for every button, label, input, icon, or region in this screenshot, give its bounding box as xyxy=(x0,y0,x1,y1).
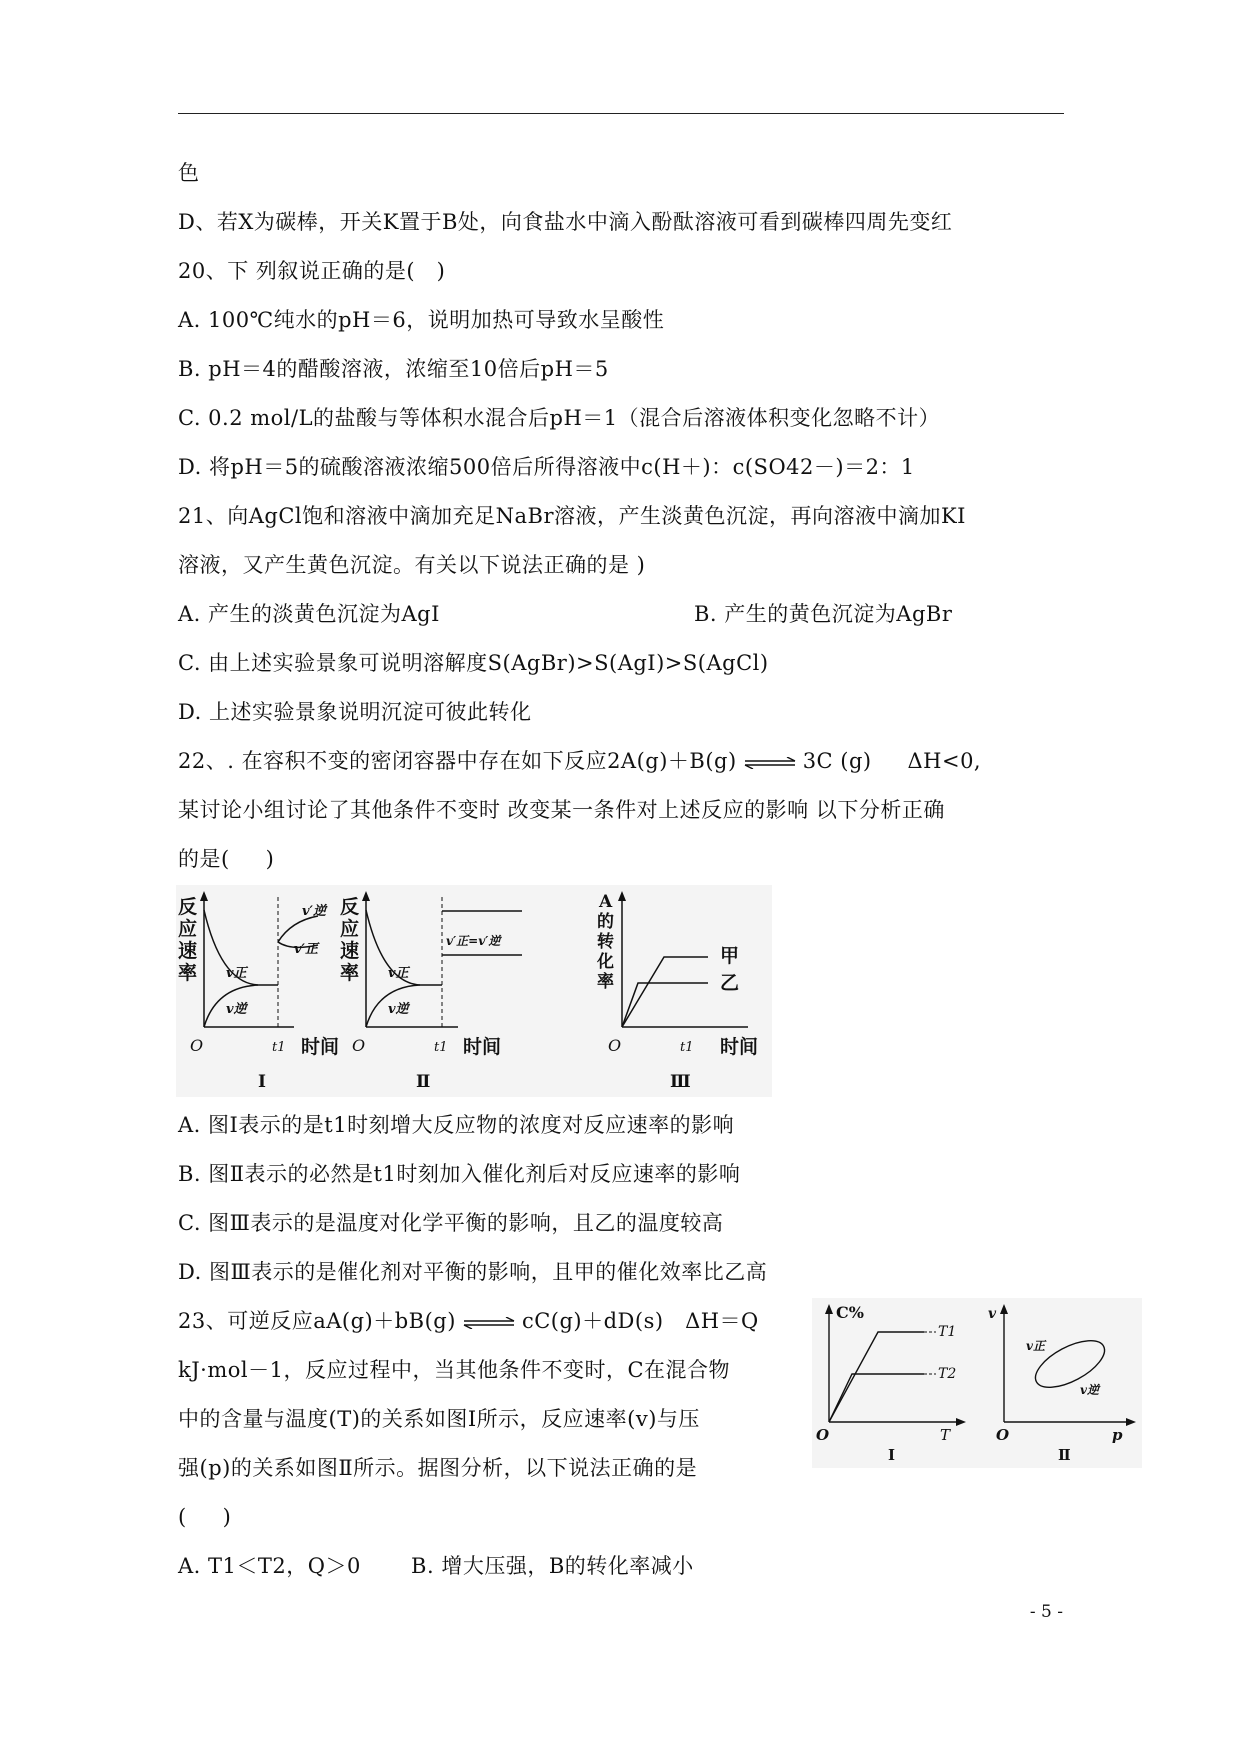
graph-i-ylabel-3: 速 xyxy=(178,940,198,962)
graph-23-ii-caption: Ⅱ xyxy=(1058,1446,1071,1464)
question-22 xyxy=(178,746,981,776)
option-a-q20: A. 100℃纯水的pH＝6，说明加热可导致水呈酸性 xyxy=(178,308,665,332)
option-d-q22: D. 图Ⅲ表示的是催化剂对平衡的影响，且甲的催化效率比乙高 xyxy=(178,1260,768,1284)
option-c-q21: C. 由上述实验景象可说明溶解度S(AgBr)>S(AgI)>S(AgCl) xyxy=(178,651,769,675)
question-23 xyxy=(178,1306,759,1336)
graph-ii-v-fwd: v正 xyxy=(388,966,409,981)
graph-23-i-ylabel: C% xyxy=(836,1303,864,1322)
option-a-q21: A. 产生的淡黄色沉淀为AgI xyxy=(178,602,440,626)
graph-ii-xlabel: 时间 xyxy=(463,1036,502,1058)
graph-iii-series-2: 乙 xyxy=(720,972,740,994)
graph-i-t1: t1 xyxy=(272,1040,286,1055)
graph-i-v-rev2: v′逆 xyxy=(302,904,326,919)
graph-iii-origin: O xyxy=(608,1036,622,1055)
graph-i-caption: Ⅰ xyxy=(258,1072,266,1092)
question-23-cont: kJ·mol－1，反应过程中，当其他条件不变时，C在混合物 xyxy=(178,1358,731,1382)
graph-23-i-series-2: T2 xyxy=(938,1366,957,1382)
option-d-q19: D、若X为碳棒，开关K置于B处，向食盐水中滴入酚酞溶液可看到碳棒四周先变红 xyxy=(178,210,953,234)
graph-23-ii-origin: O xyxy=(996,1426,1010,1444)
option-c-q20: C. 0.2 mol/L的盐酸与等体积水混合后pH＝1（混合后溶液体积变化忽略不计） xyxy=(178,406,941,430)
question-21: 21、向AgCl饱和溶液中滴加充足NaBr溶液，产生淡黄色沉淀，再向溶液中滴加KI xyxy=(178,504,966,528)
graph-i-v-rev: v逆 xyxy=(226,1002,247,1017)
option-a-q22: A. 图Ⅰ表示的是t1时刻增大反应物的浓度对反应速率的影响 xyxy=(178,1113,735,1137)
graph-iii-ylabel-3: 转 xyxy=(597,932,614,952)
question-23-cont3: 强(p)的关系如图Ⅱ所示。据图分析，以下说法正确的是 xyxy=(178,1456,698,1480)
graph-ii-v-rev: v逆 xyxy=(388,1002,409,1017)
graph-23-i-caption: Ⅰ xyxy=(888,1446,896,1464)
graph-ii-ylabel-4: 率 xyxy=(340,962,360,984)
graph-ii-ylabel-3: 速 xyxy=(340,940,360,962)
graph-ii-origin: O xyxy=(352,1036,366,1055)
option-b-q21: B. 产生的黄色沉淀为AgBr xyxy=(694,602,953,626)
page-number: - 5 - xyxy=(1029,1602,1063,1622)
graph-iii-t1: t1 xyxy=(680,1040,694,1055)
option-b-q20: B. pH＝4的醋酸溶液，浓缩至10倍后pH＝5 xyxy=(178,357,609,381)
graph-ii-ylabel-2: 应 xyxy=(340,918,360,940)
graph-i-ylabel-2: 应 xyxy=(178,918,198,940)
figure-q22 xyxy=(176,885,772,1097)
graph-iii-ylabel-5: 率 xyxy=(597,972,614,992)
graph-i-ylabel-4: 率 xyxy=(178,962,198,984)
question-21-cont: 溶液，又产生黄色沉淀。有关以下说法正确的是 ) xyxy=(178,553,646,577)
option-c-q22: C. 图Ⅲ表示的是温度对化学平衡的影响，且乙的温度较高 xyxy=(178,1211,724,1235)
graph-ii-v-eq: v′正=v′逆 xyxy=(446,934,501,948)
graph-23-ii-v-rev: v逆 xyxy=(1080,1383,1099,1397)
equilibrium-arrow-icon xyxy=(462,1317,516,1329)
graph-ii-t1: t1 xyxy=(434,1040,448,1055)
text-line: 色 xyxy=(178,161,200,185)
graph-23-i-origin: O xyxy=(816,1426,830,1444)
graph-i-ylabel-1: 反 xyxy=(178,896,198,918)
graph-i-origin: O xyxy=(190,1036,204,1055)
graph-iii-caption: Ⅲ xyxy=(670,1072,691,1092)
question-20: 20、下 列叙说正确的是( ) xyxy=(178,259,446,283)
graph-23-ii-v-fwd: v正 xyxy=(1026,1339,1045,1353)
option-b-q22: B. 图Ⅱ表示的必然是t1时刻加入催化剂后对反应速率的影响 xyxy=(178,1162,741,1186)
option-d-q20: D. 将pH＝5的硫酸溶液浓缩500倍后所得溶液中c(H＋)：c(SO42－)＝2：1 xyxy=(178,455,915,479)
graph-i-v-fwd2: v′正 xyxy=(294,942,318,957)
header-rule xyxy=(178,113,1064,114)
question-22-left: 22、. 在容积不变的密闭容器中存在如下反应2A(g)＋B(g) xyxy=(178,749,737,773)
graph-23-ii-xlabel: p xyxy=(1112,1426,1123,1444)
question-22-cont2: 的是( ) xyxy=(178,847,275,871)
graph-23-ii-ylabel: v xyxy=(988,1306,997,1322)
graph-23-i-series-1: T1 xyxy=(938,1324,957,1340)
option-d-q21: D. 上述实验景象说明沉淀可彼此转化 xyxy=(178,700,532,724)
graph-iii-ylabel-2: 的 xyxy=(597,912,614,932)
question-23-cont2: 中的含量与温度(T)的关系如图Ⅰ所示，反应速率(v)与压 xyxy=(178,1407,700,1431)
option-ab-q23: A. T1＜T2，Q＞0 B. 增大压强，B的转化率减小 xyxy=(178,1554,694,1578)
graph-i-v-fwd: v正 xyxy=(226,966,247,981)
graph-23-i-xlabel: T xyxy=(940,1426,951,1444)
question-23-right: cC(g)＋dD(s) ΔH＝Q xyxy=(521,1309,759,1333)
graph-ii-ylabel-1: 反 xyxy=(340,896,360,918)
graph-iii-xlabel: 时间 xyxy=(720,1036,759,1058)
question-23-cont4: ( ) xyxy=(178,1505,232,1529)
graph-ii-caption: Ⅱ xyxy=(416,1072,431,1092)
question-23-left: 23、可逆反应aA(g)＋bB(g) xyxy=(178,1309,456,1333)
equilibrium-arrow-icon xyxy=(743,757,797,769)
graph-i-xlabel: 时间 xyxy=(301,1036,340,1058)
question-22-cont: 某讨论小组讨论了其他条件不变时 改变某一条件对上述反应的影响 以下分析正确 xyxy=(178,798,945,822)
graph-iii-ylabel-4: 化 xyxy=(597,952,614,972)
graph-iii-series-1: 甲 xyxy=(720,945,740,967)
figure-q23 xyxy=(812,1298,1142,1468)
graph-iii-ylabel-1: A xyxy=(599,892,613,912)
question-22-right: 3C (g) ΔH<0, xyxy=(802,749,982,773)
